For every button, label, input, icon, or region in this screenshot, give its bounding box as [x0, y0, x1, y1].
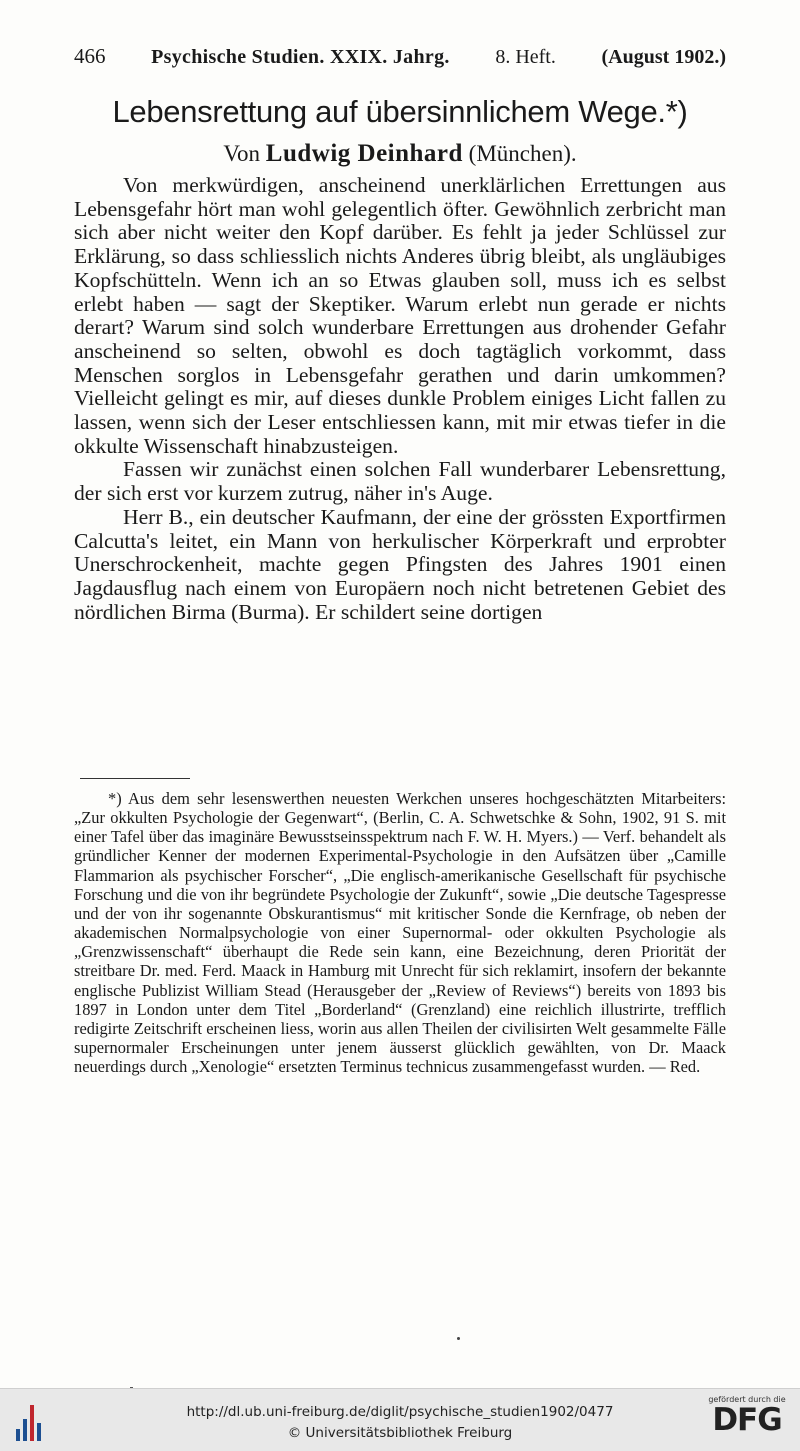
author-name: Ludwig Deinhard — [265, 140, 463, 167]
dfg-logo — [702, 1395, 792, 1436]
dfg-caption: gefördert durch die — [708, 1395, 786, 1404]
footnote-text: *) Aus dem sehr lesenswerthen neuesten Werkchen unseres hochgeschätzten Mitarbeiters: „Zur okkulten Psychologie der Gegenwart“, (Berlin, C. A. Schwetschke & Sohn, 1902, 91 S. mit einer Tafel über das imaginäre Bewusstseinsspektrum nach F. W. H. Myers.) — Verf. behandelt als gründlicher Kenner der modernen Experimental-Psychologie in den Aufsätzen über „Camille Flammarion als psychischer Forscher“, „Die englisch-amerikanische Gesellschaft für psychische Forschung und die von ihr begründete Psychologie der Zukunft“, sowie „Die deutsche Tagespresse und der von ihr sogenannte Obskurantismus“ mit kritischer Sonde die Kernfrage, ob neben der akademischen Normalpsychologie von einer Supernormal- oder okkulten Psychologie als „Grenzwissenschaft“ überhaupt die Rede sein kann, eine Bezeichnung, deren Priorität der streitbare Dr. med. Ferd. Maack in Hamburg mit Unrecht für sich reklamirt, insofern der bekannte englische Publizist William Stead (Herausgeber der „Review of Reviews“) bereits von 1893 bis 1897 in London unter dem Titel „Borderland“ (Grenzland) eine reichlich illustrirte, trefflich redigirte Zeitschrift erscheinen liess, worin aus allen Theilen der civilisirten Welt gesammelte Fälle supernormaler Erscheinungen unter jenem äusserst glücklich gewählten, von Dr. Maack neuerdings durch „Xenologie“ ersetzten Terminus technicus zusammengefasst wurden. — Red. — [74, 789, 726, 1077]
ub-freiburg-logo — [14, 1401, 44, 1441]
viewer-footer — [0, 1388, 800, 1451]
byline — [74, 140, 726, 168]
footnote — [74, 789, 726, 1076]
copyright-notice: © Universitätsbibliothek Freiburg — [287, 1425, 513, 1441]
paragraph-3: Herr B., ein deutscher Kaufmann, der eine der grössten Exportfirmen Calcutta's leitet, ein Mann von herkulischer Körperkraft und erprobter Unerschrockenheit, machte gegen Pfingsten des Jahres 1901 einen Jagdausflug nach einem von Europäern noch nicht betretenen Gebiet des nördlichen Birma (Burma). Er schildert seine dortigen — [74, 504, 726, 624]
author-location: (München). — [468, 141, 577, 166]
footnote-rule — [80, 778, 190, 779]
byline-prefix: Von — [223, 141, 261, 166]
paragraph-1: Von merkwürdigen, anscheinend unerklärlichen Errettungen aus Lebensgefahr hört man wohl gelegentlich öfter. Gewöhnlich zerbricht man sich aber nicht weiter den Kopf darüber. Es fehlt ja jeder Schlüssel zur Erklärung, so dass schliesslich nichts Anderes übrig bleibt, als ungläubiges Kopfschütteln. Wenn ich an so Etwas glauben soll, muss ich es selbst erlebt haben — sagt der Skeptiker. Warum erlebt nun gerade er nichts derart? Warum sind solch wunderbare Errettungen aus drohender Gefahr anscheinend so selten, obwohl es doch tagtäglich vorkommt, dass Menschen sorglos in Lebensgefahr gerathen und darin umkommen? Vielleicht gelingt es mir, auf dieses dunkle Problem einiges Licht fallen zu lassen, wenn sich der Leser entschliessen kann, mit mir etwas tiefer in die okkulte Wissenschaft hinabzusteigen. — [74, 173, 726, 458]
journal-title: Psychische Studien. XXIX. Jahrg. — [151, 46, 450, 68]
article-body — [74, 174, 726, 624]
dfg-mark: DFG — [712, 1402, 782, 1438]
issue-number: 8. Heft. — [495, 46, 556, 68]
article-title: Lebensrettung auf übersinnlichem Wege.*) — [112, 94, 688, 129]
print-speck — [457, 1337, 460, 1340]
running-head — [74, 44, 726, 72]
paragraph-2: Fassen wir zunächst einen solchen Fall wunderbarer Lebensrettung, der sich erst vor kurzem zutrug, näher in's Auge. — [74, 457, 726, 506]
permalink-url[interactable]: http://dl.ub.uni-freiburg.de/diglit/psychische_studien1902/0477 — [186, 1404, 614, 1420]
issue-date: (August 1902.) — [601, 46, 726, 68]
page-number: 466 — [74, 44, 106, 68]
